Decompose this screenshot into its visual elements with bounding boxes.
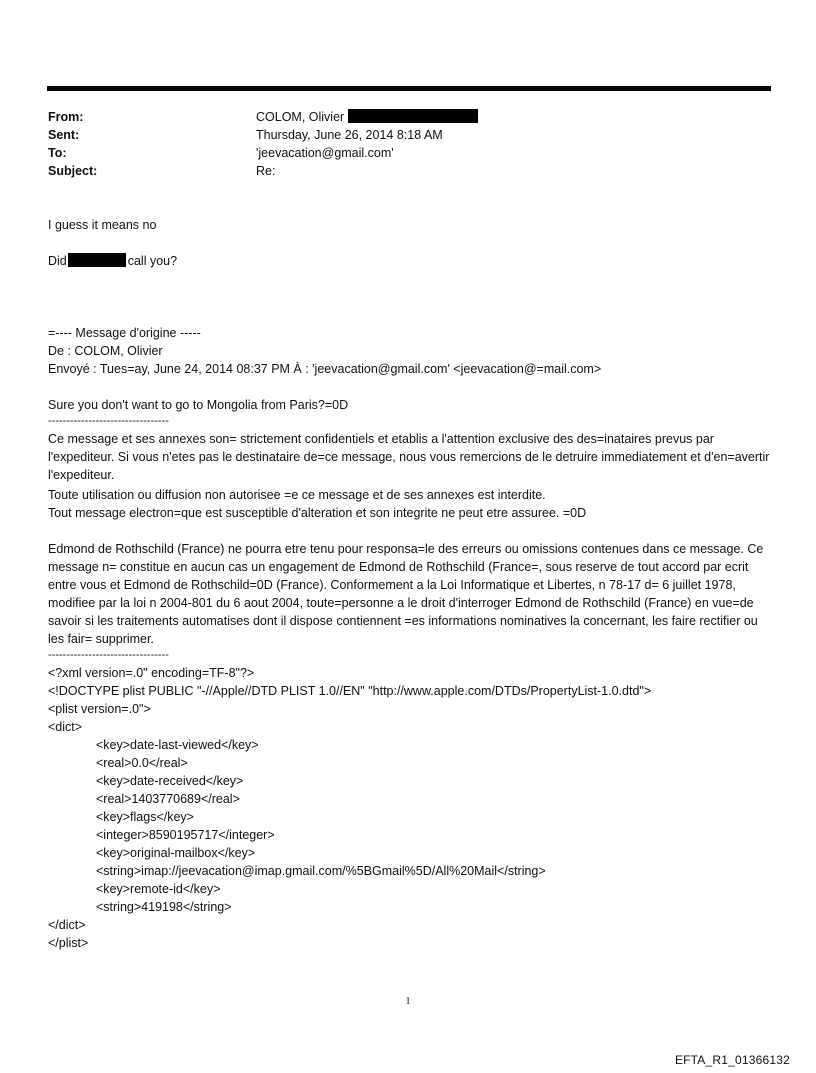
subject-label: Subject: xyxy=(48,164,98,178)
disclaimer-paragraph-1: Ce message et ses annexes son= strictement confidentiels et etablis a l'attention exclusive des des=inataires prevus par l'expediteur. Si vous n'etes pas le destinataire de=ce message, nous vous remercions de le detruire immediatement et d'en=avertir l'expediteur. xyxy=(48,432,770,482)
body-line-2-start: Did xyxy=(48,254,67,268)
plist-line: <real>1403770689</real> xyxy=(96,792,240,806)
subject-value: Re: xyxy=(256,164,276,178)
xml-declaration: <?xml version=.0" encoding=TF-8"?> xyxy=(48,666,255,680)
disclaimer-line-2: Toute utilisation ou diffusion non autorisee =e ce message et de ses annexes est interdite. xyxy=(48,488,546,502)
dict-open: <dict> xyxy=(48,720,83,734)
plist-line: <string>419198</string> xyxy=(96,900,232,914)
body-line-1: I guess it means no xyxy=(48,218,157,232)
to-label: To: xyxy=(48,146,67,160)
header-rule xyxy=(47,86,771,91)
plist-line: <key>remote-id</key> xyxy=(96,882,221,896)
plist-line: <integer>8590195717</integer> xyxy=(96,828,275,842)
sent-label: Sent: xyxy=(48,128,80,142)
plist-line: <string>imap://jeevacation@imap.gmail.com/%5BGmail%5D/All%20Mail</string> xyxy=(96,864,546,878)
separator-line: --------------------------------- xyxy=(48,415,169,427)
dict-close: </dict> xyxy=(48,918,86,932)
body-line-2 xyxy=(48,252,177,270)
to-value: 'jeevacation@gmail.com' xyxy=(256,146,394,160)
page-number: 1 xyxy=(405,996,411,1007)
sent-value: Thursday, June 26, 2014 8:18 AM xyxy=(256,128,443,142)
plist-open: <plist version=.0"> xyxy=(48,702,151,716)
document-id: EFTA_R1_01366132 xyxy=(674,1053,790,1067)
from-label: From: xyxy=(48,110,84,124)
original-sent: Envoyé : Tues=ay, June 24, 2014 08:37 PM À : 'jeevacation@gmail.com' <jeevacation@=mail.com> xyxy=(48,362,602,376)
disclaimer-paragraph-4: Edmond de Rothschild (France) ne pourra etre tenu pour responsa=le des erreurs ou omissions contenues dans ce message. Ce message n= constitue en aucun cas un engagement de Edmond de Rothschild (France=, sous reserve de tout accord par ecrit entre vous et Edmond de Rothschild=0D (France). Conformement a la Loi Informatique et Libertes, n 78-17 d= 6 juillet 1978, modifiee par la loi n 2004-801 du 6 aout 2004, toute=personne a le droit d'interroger Edmond de Rothschild (France) en vue=de savoir si les traitements automatises dont il dispose contiennent =es informations nominatives la concernant, les faire rectifier ou les fair= supprimer. xyxy=(48,542,764,646)
plist-line: <key>date-last-viewed</key> xyxy=(96,738,259,752)
plist-line: <real>0.0</real> xyxy=(96,756,188,770)
plist-line: <key>date-received</key> xyxy=(96,774,244,788)
from-value: COLOM, Olivier xyxy=(256,110,345,124)
redaction-box xyxy=(348,109,478,123)
original-from: De : COLOM, Olivier xyxy=(48,344,163,358)
original-message-header: =---- Message d'origine ----- xyxy=(48,326,201,340)
xml-doctype: <!DOCTYPE plist PUBLIC "-//Apple//DTD PLIST 1.0//EN" "http://www.apple.com/DTDs/PropertyList-1.0.dtd"> xyxy=(48,684,652,698)
original-text: Sure you don't want to go to Mongolia from Paris?=0D xyxy=(48,398,349,412)
disclaimer-line-3: Tout message electron=que est susceptible d'alteration et son integrite ne peut etre assuree. =0D xyxy=(48,506,587,520)
redaction-box xyxy=(68,253,126,267)
plist-close: </plist> xyxy=(48,936,89,950)
plist-line: <key>flags</key> xyxy=(96,810,194,824)
separator-line-2: --------------------------------- xyxy=(48,649,169,661)
body-line-2-end: call you? xyxy=(127,254,178,268)
plist-line: <key>original-mailbox</key> xyxy=(96,846,256,860)
